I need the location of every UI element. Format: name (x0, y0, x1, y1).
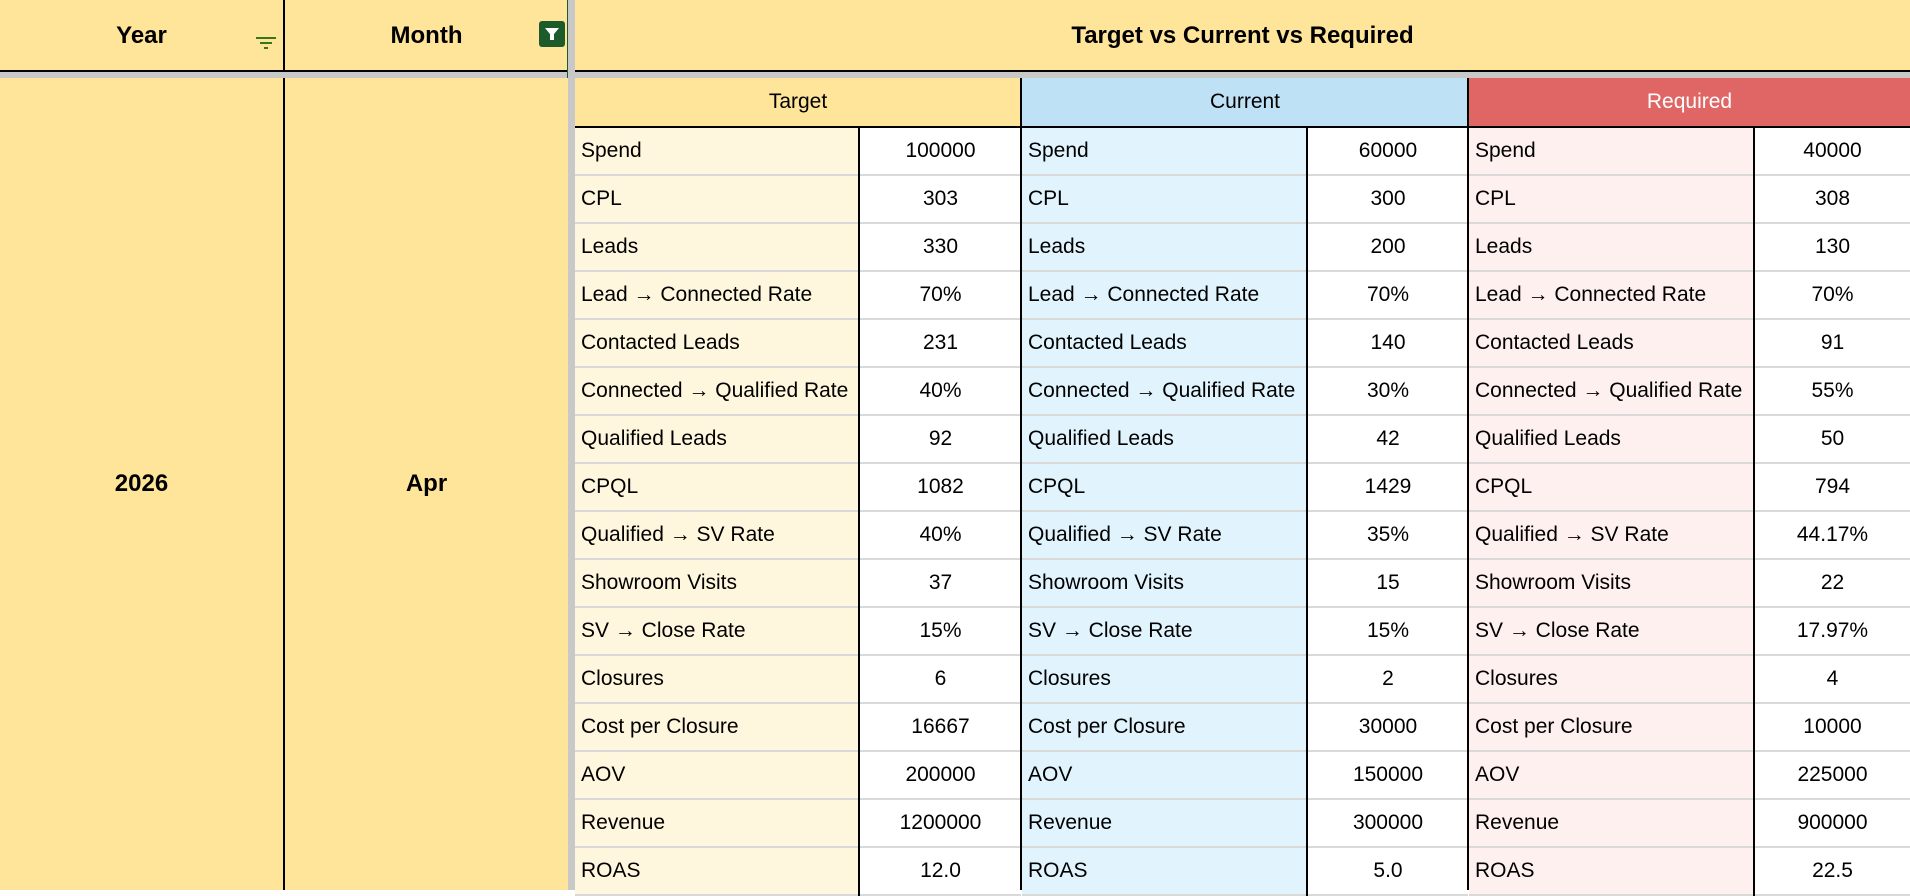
column-divider (283, 78, 285, 890)
metric-label-cell[interactable]: ROAS (1469, 848, 1753, 896)
year-column-header[interactable] (0, 0, 283, 72)
table-row (1469, 560, 1910, 608)
metric-value-cell[interactable]: 1200000 (860, 800, 1021, 848)
metric-value-cell[interactable]: 44.17% (1755, 512, 1910, 560)
metric-label-cell[interactable]: Spend (1469, 128, 1753, 176)
target-section (575, 78, 1021, 890)
month-value: Apr (405, 470, 448, 497)
table-row (1469, 608, 1910, 656)
metric-label-cell[interactable]: Qualified → SV Rate (1022, 512, 1306, 560)
metric-value-cell[interactable]: 5.0 (1308, 848, 1468, 896)
metric-value-cell[interactable]: 6 (860, 656, 1021, 704)
table-row (575, 608, 1021, 656)
metric-label-cell[interactable]: Cost per Closure (575, 704, 858, 752)
metric-value-cell[interactable]: 4 (1755, 656, 1910, 704)
metric-value-cell[interactable]: 10000 (1755, 704, 1910, 752)
metric-value-cell[interactable]: 308 (1755, 176, 1910, 224)
metric-value-cell[interactable]: 15 (1308, 560, 1468, 608)
metric-value-cell[interactable]: 60000 (1308, 128, 1468, 176)
metric-label-cell[interactable]: CPQL (1022, 464, 1306, 512)
table-row (575, 704, 1021, 752)
table-row (1022, 752, 1468, 800)
metric-label-cell[interactable]: Showroom Visits (1022, 560, 1306, 608)
target-section-header[interactable]: Target (575, 78, 1021, 128)
filter-lines-icon[interactable] (256, 29, 276, 57)
metric-label-cell[interactable]: AOV (575, 752, 858, 800)
metric-value-cell[interactable]: 35% (1308, 512, 1468, 560)
metric-value-cell[interactable]: 100000 (860, 128, 1021, 176)
current-section-header[interactable]: Current (1022, 78, 1468, 128)
year-header-label: Year (116, 22, 167, 49)
metric-label-cell[interactable]: CPL (1469, 176, 1753, 224)
table-row (1469, 800, 1910, 848)
table-row (1469, 464, 1910, 512)
metric-value-cell[interactable]: 303 (860, 176, 1021, 224)
table-row (1469, 128, 1910, 176)
metric-value-cell[interactable]: 92 (860, 416, 1021, 464)
metric-label-cell[interactable]: Leads (575, 224, 858, 272)
table-row (1022, 416, 1468, 464)
table-row (575, 512, 1021, 560)
metric-value-cell[interactable]: 300000 (1308, 800, 1468, 848)
table-row (575, 752, 1021, 800)
table-row (1022, 128, 1468, 176)
metric-value-cell[interactable]: 70% (860, 272, 1021, 320)
table-row (575, 464, 1021, 512)
metric-label-cell[interactable]: Lead → Connected Rate (1022, 272, 1306, 320)
table-row (1022, 560, 1468, 608)
metric-label-cell[interactable]: Spend (575, 128, 858, 176)
table-row (1469, 752, 1910, 800)
table-row (575, 224, 1021, 272)
metric-value-cell[interactable]: 900000 (1755, 800, 1910, 848)
metric-label-cell[interactable]: Connected → Qualified Rate (1022, 368, 1306, 416)
metric-label-cell[interactable]: Revenue (575, 800, 858, 848)
required-section-header[interactable]: Required (1469, 78, 1910, 128)
metric-label-cell[interactable]: CPQL (1469, 464, 1753, 512)
frozen-column-divider[interactable] (568, 0, 575, 890)
metric-value-cell[interactable]: 200 (1308, 224, 1468, 272)
table-row (1022, 224, 1468, 272)
metric-value-cell[interactable]: 225000 (1755, 752, 1910, 800)
table-row (1022, 272, 1468, 320)
metric-label-cell[interactable]: Connected → Qualified Rate (1469, 368, 1753, 416)
metric-value-cell[interactable]: 30000 (1308, 704, 1468, 752)
table-row (1469, 512, 1910, 560)
metric-value-cell[interactable]: 330 (860, 224, 1021, 272)
metric-label-cell[interactable]: Lead → Connected Rate (575, 272, 858, 320)
table-row (575, 800, 1021, 848)
table-row (575, 320, 1021, 368)
filter-active-icon[interactable] (539, 21, 565, 47)
metric-label-cell[interactable]: Showroom Visits (1469, 560, 1753, 608)
metric-label-cell[interactable]: Connected → Qualified Rate (575, 368, 858, 416)
page-title: Target vs Current vs Required (575, 0, 1910, 72)
metric-label-cell[interactable]: Contacted Leads (575, 320, 858, 368)
table-row (1022, 608, 1468, 656)
metric-label-cell[interactable]: SV → Close Rate (575, 608, 858, 656)
metric-value-cell[interactable]: 70% (1755, 272, 1910, 320)
required-section (1469, 78, 1910, 890)
table-row (1469, 704, 1910, 752)
metric-value-cell[interactable]: 1082 (860, 464, 1021, 512)
metric-label-cell[interactable]: ROAS (1022, 848, 1306, 896)
table-row (1469, 368, 1910, 416)
metric-value-cell[interactable]: 16667 (860, 704, 1021, 752)
metric-value-cell[interactable]: 37 (860, 560, 1021, 608)
metric-value-cell[interactable]: 2 (1308, 656, 1468, 704)
metric-value-cell[interactable]: 130 (1755, 224, 1910, 272)
table-row (1022, 848, 1468, 896)
table-row (575, 656, 1021, 704)
metric-value-cell[interactable]: 40000 (1755, 128, 1910, 176)
metric-label-cell[interactable]: AOV (1469, 752, 1753, 800)
metric-label-cell[interactable]: Contacted Leads (1022, 320, 1306, 368)
table-row (1469, 848, 1910, 896)
metric-label-cell[interactable]: Leads (1022, 224, 1306, 272)
metric-value-cell[interactable]: 1429 (1308, 464, 1468, 512)
metric-value-cell[interactable]: 794 (1755, 464, 1910, 512)
metric-value-cell[interactable]: 15% (1308, 608, 1468, 656)
metric-label-cell[interactable]: ROAS (575, 848, 858, 896)
table-row (1469, 656, 1910, 704)
table-row (1022, 176, 1468, 224)
metric-label-cell[interactable]: Cost per Closure (1022, 704, 1306, 752)
metric-value-cell[interactable]: 150000 (1308, 752, 1468, 800)
metric-label-cell[interactable]: Showroom Visits (575, 560, 858, 608)
metric-label-cell[interactable]: Closures (1022, 656, 1306, 704)
metric-label-cell[interactable]: SV → Close Rate (1022, 608, 1306, 656)
year-value: 2026 (114, 470, 169, 497)
metric-label-cell[interactable]: Revenue (1022, 800, 1306, 848)
metric-label-cell[interactable]: Qualified → SV Rate (575, 512, 858, 560)
table-row (1469, 176, 1910, 224)
year-cell[interactable] (0, 78, 283, 890)
metric-value-cell[interactable]: 55% (1755, 368, 1910, 416)
table-row (1022, 320, 1468, 368)
metric-value-cell[interactable]: 140 (1308, 320, 1468, 368)
table-row (575, 848, 1021, 896)
metric-value-cell[interactable]: 17.97% (1755, 608, 1910, 656)
metric-label-cell[interactable]: Cost per Closure (1469, 704, 1753, 752)
metric-label-cell[interactable]: SV → Close Rate (1469, 608, 1753, 656)
metric-value-cell[interactable]: 200000 (860, 752, 1021, 800)
table-row (575, 416, 1021, 464)
table-row (575, 128, 1021, 176)
table-row (1469, 224, 1910, 272)
metric-label-cell[interactable]: Qualified → SV Rate (1469, 512, 1753, 560)
table-row (1022, 800, 1468, 848)
metric-value-cell[interactable]: 40% (860, 368, 1021, 416)
metric-label-cell[interactable]: Qualified Leads (575, 416, 858, 464)
current-section (1022, 78, 1468, 890)
metric-value-cell[interactable]: 231 (860, 320, 1021, 368)
metric-value-cell[interactable]: 300 (1308, 176, 1468, 224)
metric-label-cell[interactable]: Lead → Connected Rate (1469, 272, 1753, 320)
metric-label-cell[interactable]: Qualified Leads (1469, 416, 1753, 464)
table-row (1022, 704, 1468, 752)
table-row (1022, 368, 1468, 416)
table-row (1469, 416, 1910, 464)
table-row (1022, 464, 1468, 512)
table-row (575, 560, 1021, 608)
month-cell[interactable] (285, 78, 568, 890)
metric-value-cell[interactable]: 40% (860, 512, 1021, 560)
metric-value-cell[interactable]: 12.0 (860, 848, 1021, 896)
metric-label-cell[interactable]: CPQL (575, 464, 858, 512)
metric-label-cell[interactable]: Closures (575, 656, 858, 704)
metric-label-cell[interactable]: Spend (1022, 128, 1306, 176)
metric-value-cell[interactable]: 70% (1308, 272, 1468, 320)
metric-value-cell[interactable]: 22.5 (1755, 848, 1910, 896)
metric-label-cell[interactable]: Qualified Leads (1022, 416, 1306, 464)
metric-label-cell[interactable]: Leads (1469, 224, 1753, 272)
table-row (1022, 656, 1468, 704)
metric-value-cell[interactable]: 22 (1755, 560, 1910, 608)
metric-label-cell[interactable]: CPL (1022, 176, 1306, 224)
metric-label-cell[interactable]: CPL (575, 176, 858, 224)
metric-value-cell[interactable]: 15% (860, 608, 1021, 656)
metric-value-cell[interactable]: 30% (1308, 368, 1468, 416)
table-row (575, 176, 1021, 224)
metric-value-cell[interactable]: 50 (1755, 416, 1910, 464)
table-row (575, 272, 1021, 320)
month-header-label: Month (390, 22, 463, 49)
metric-label-cell[interactable]: AOV (1022, 752, 1306, 800)
metric-value-cell[interactable]: 91 (1755, 320, 1910, 368)
month-column-header[interactable] (285, 0, 568, 72)
table-row (1022, 512, 1468, 560)
table-row (1469, 320, 1910, 368)
metric-label-cell[interactable]: Contacted Leads (1469, 320, 1753, 368)
metric-label-cell[interactable]: Revenue (1469, 800, 1753, 848)
metric-label-cell[interactable]: Closures (1469, 656, 1753, 704)
metric-value-cell[interactable]: 42 (1308, 416, 1468, 464)
table-row (575, 368, 1021, 416)
table-row (1469, 272, 1910, 320)
